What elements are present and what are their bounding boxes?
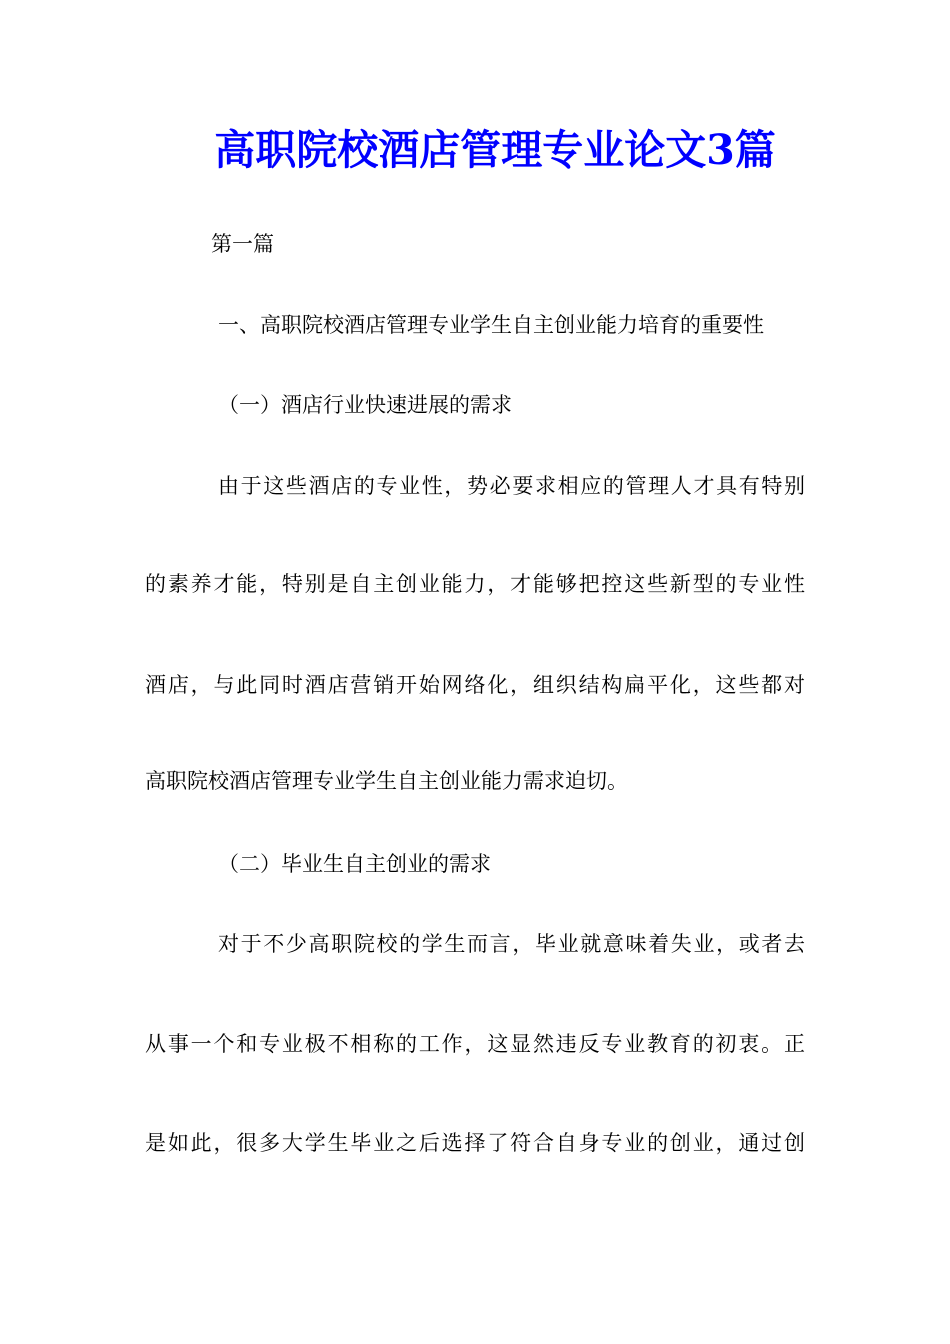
subsection-heading: （一）酒店行业快速进展的需求 [218,393,512,417]
document-title: 高职院校酒店管理专业论文3篇 [214,126,776,174]
part-label: 第一篇 [211,232,274,256]
paragraph-line: 对于不少高职院校的学生而言，毕业就意味着失业，或者去 [218,932,805,956]
paragraph-line: 的素养才能，特别是自主创业能力，才能够把控这些新型的专业性 [145,572,805,596]
paragraph-line: 酒店，与此同时酒店营销开始网络化，组织结构扁平化，这些都对 [145,673,805,697]
section-heading: 一、高职院校酒店管理专业学生自主创业能力培育的重要性 [218,313,764,337]
paragraph-line: 由于这些酒店的专业性，势必要求相应的管理人才具有特别 [218,474,805,498]
paragraph-line: 高职院校酒店管理专业学生自主创业能力需求迫切。 [145,769,628,793]
paragraph-line: 是如此，很多大学生毕业之后选择了符合自身专业的创业，通过创 [145,1131,805,1155]
subsection-heading: （二）毕业生自主创业的需求 [218,852,491,876]
paragraph-line: 从事一个和专业极不相称的工作，这显然违反专业教育的初衷。正 [145,1032,805,1056]
